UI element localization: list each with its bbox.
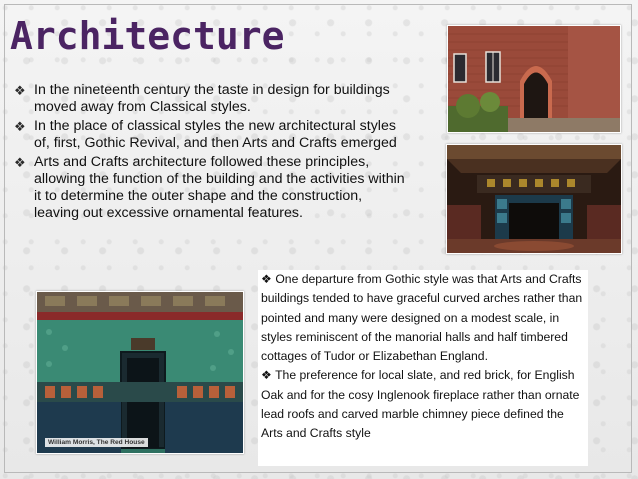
red-house-exterior-photo [447,25,621,133]
fireplace-interior-photo [446,144,622,254]
textbox-paragraph [261,270,588,366]
interior-room-illustration [37,292,243,453]
bullet-item [10,118,405,152]
fireplace-illustration [447,145,621,253]
bullet-text: In the nineteenth century the taste in design for buildings moved away from Classical styles. [34,82,390,115]
red-house-interior-photo [36,291,244,454]
diamond-bullet-icon: ❖ [261,368,272,383]
bullet-text: In the place of classical styles the new architectural styles of, first, Gothic Revival, and then Arts and Crafts emerged [34,118,397,151]
slide-title: Architecture [10,14,285,58]
bullet-list [10,82,405,224]
brick-house-illustration [448,26,620,132]
bullet-item [10,154,405,222]
paragraph-text: One departure from Gothic style was that Arts and Crafts buildings tended to have graceful curved arches rather than pointed and many were designed on a modest scale, in styles reminiscent of the manorial halls and half timbered cottages of Tudor or Elizabethan England. [261,272,583,364]
bullet-text: Arts and Crafts architecture followed these principles, allowing the function of the building and the activities within it to determine the outer shape and the construction, leaving out excessive ornamental features. [34,154,405,221]
bullet-item [10,82,405,116]
diamond-bullet-icon: ❖ [14,83,26,98]
photo-caption: William Morris, The Red House [45,438,148,447]
paragraph-text: The preference for local slate, and red brick, for English Oak and for the cosy Inglenook fireplace rather than ornate lead roofs and carved marble chimney piece defined the Arts and Crafts style [261,368,580,441]
arts-crafts-textbox [258,270,588,466]
diamond-bullet-icon: ❖ [261,272,272,286]
diamond-bullet-icon: ❖ [14,119,26,134]
textbox-paragraph [261,366,588,443]
diamond-bullet-icon: ❖ [14,155,26,170]
